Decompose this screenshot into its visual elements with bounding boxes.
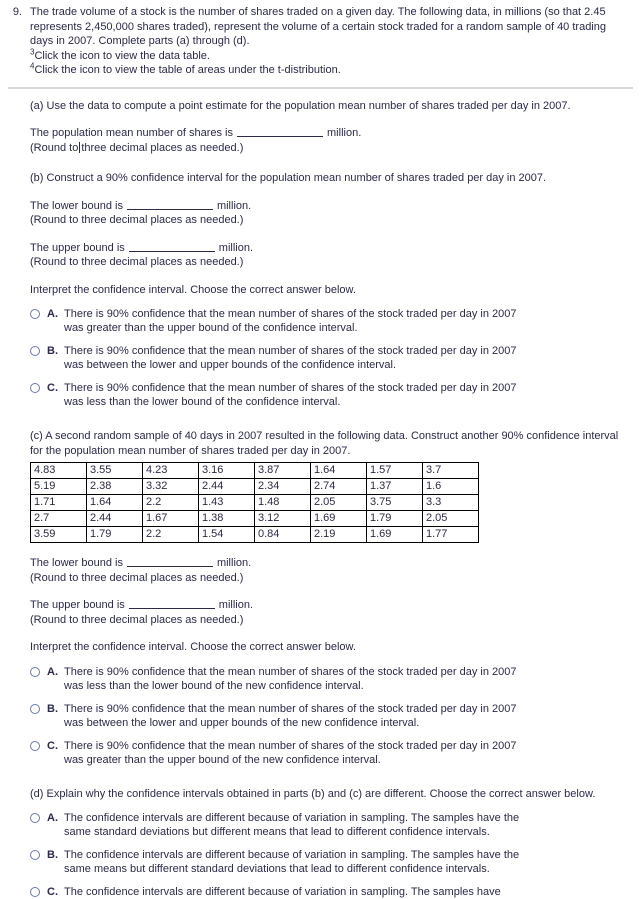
stem-line-3: days in 2007. Complete parts (a) through (d).	[30, 34, 633, 49]
part-a-answer-label: The population mean number of shares is	[30, 127, 233, 139]
part-b-choice-a[interactable]	[30, 307, 633, 335]
choice-line-1: There is 90% confidence that the mean number of shares of the stock traded per day in 2007	[64, 666, 517, 678]
table-cell: 5.19	[31, 479, 87, 495]
table-cell: 1.48	[255, 495, 311, 511]
table-cell: 2.19	[311, 527, 367, 543]
choice-line-2: was between the lower and upper bounds of the new confidence interval.	[64, 716, 633, 730]
radio-icon[interactable]	[30, 383, 40, 393]
part-b-lower-unit: million.	[217, 200, 251, 212]
choice-text	[64, 381, 633, 409]
radio-icon[interactable]	[30, 704, 40, 714]
choice-letter: A.	[47, 307, 64, 321]
part-c	[8, 429, 633, 767]
table-cell: 4.23	[143, 463, 199, 479]
part-c-choices	[30, 665, 633, 767]
table-cell: 2.44	[199, 479, 255, 495]
table-cell: 2.7	[31, 511, 87, 527]
part-c-upper-unit: million.	[219, 599, 253, 611]
table-cell: 0.84	[255, 527, 311, 543]
table-cell: 3.59	[31, 527, 87, 543]
table-cell: 2.74	[311, 479, 367, 495]
part-b-lower-input[interactable]	[127, 199, 213, 210]
choice-text	[64, 811, 633, 839]
table-cell: 1.71	[31, 495, 87, 511]
part-b-choice-b[interactable]	[30, 344, 633, 372]
part-c-lower-rounding: (Round to three decimal places as needed.)	[30, 571, 633, 586]
choice-line-2: same standard deviations but different means that lead to different confidence intervals.	[64, 825, 633, 839]
table-cell: 2.05	[423, 511, 479, 527]
table-cell: 1.57	[367, 463, 423, 479]
part-b	[8, 171, 633, 409]
table-cell: 1.43	[199, 495, 255, 511]
data-table-link-text[interactable]: Click the icon to view the data table.	[34, 50, 209, 62]
part-c-upper-label: The upper bound is	[30, 599, 125, 611]
radio-icon[interactable]	[30, 346, 40, 356]
table-cell: 2.2	[143, 495, 199, 511]
choice-line-1: The confidence intervals are different because of variation in sampling. The samples have the	[64, 812, 519, 824]
choice-letter: C.	[47, 885, 64, 899]
table-cell: 3.55	[87, 463, 143, 479]
choice-line-1: There is 90% confidence that the mean number of shares of the stock traded per day in 2007	[64, 703, 517, 715]
table-cell: 1.69	[311, 511, 367, 527]
part-b-choices	[30, 307, 633, 409]
part-c-lower-label: The lower bound is	[30, 557, 123, 569]
table-cell: 4.83	[31, 463, 87, 479]
table-cell: 1.77	[423, 527, 479, 543]
part-d-choices	[30, 811, 633, 899]
t-distribution-link-text[interactable]: Click the icon to view the table of areas under the t-distribution.	[34, 64, 340, 76]
part-d-choice-b[interactable]	[30, 848, 633, 876]
part-a-prompt: (a) Use the data to compute a point estimate for the population mean number of shares traded per day in 2007.	[30, 99, 633, 114]
choice-letter: B.	[47, 702, 64, 716]
table-cell: 1.37	[367, 479, 423, 495]
part-b-upper-line	[30, 241, 633, 256]
table-cell: 1.6	[423, 479, 479, 495]
table-cell: 1.79	[367, 511, 423, 527]
choice-letter: B.	[47, 344, 64, 358]
table-row	[31, 527, 479, 543]
radio-icon[interactable]	[30, 667, 40, 677]
radio-icon[interactable]	[30, 813, 40, 823]
part-a-rounding-before: (Round to	[30, 142, 78, 154]
choice-text	[64, 665, 633, 693]
part-b-upper-input[interactable]	[129, 241, 215, 252]
part-b-prompt: (b) Construct a 90% confidence interval for the population mean number of shares traded per day in 2007.	[30, 171, 633, 186]
question-stem	[8, 5, 633, 78]
table-row	[31, 511, 479, 527]
table-cell: 1.79	[87, 527, 143, 543]
part-d-choice-c[interactable]	[30, 885, 633, 899]
radio-icon[interactable]	[30, 741, 40, 751]
data-table-link-line[interactable]	[30, 49, 633, 64]
choice-text	[64, 702, 633, 730]
t-distribution-link-line[interactable]	[30, 63, 633, 78]
choice-line-2: was greater than the upper bound of the new confidence interval.	[64, 753, 633, 767]
part-b-upper-label: The upper bound is	[30, 242, 125, 254]
table-cell: 1.64	[311, 463, 367, 479]
table-cell: 2.34	[255, 479, 311, 495]
part-d	[8, 787, 633, 899]
table-cell: 3.87	[255, 463, 311, 479]
header-divider	[8, 87, 633, 89]
part-a-rounding-after: three decimal places as needed.)	[81, 142, 243, 154]
part-c-lower-input[interactable]	[127, 556, 213, 567]
choice-text	[64, 739, 633, 767]
part-a	[8, 99, 633, 156]
table-cell: 1.69	[367, 527, 423, 543]
part-b-choice-c[interactable]	[30, 381, 633, 409]
part-d-prompt: (d) Explain why the confidence intervals obtained in parts (b) and (c) are different. Choose the correct answer below.	[30, 787, 633, 802]
part-a-answer-unit: million.	[327, 127, 361, 139]
footnote-marker-3: 3	[30, 47, 34, 56]
choice-line-2: was between the lower and upper bounds of the confidence interval.	[64, 358, 633, 372]
part-c-interpret-prompt: Interpret the confidence interval. Choose the correct answer below.	[30, 640, 633, 655]
table-cell: 1.67	[143, 511, 199, 527]
choice-text	[64, 848, 633, 876]
choice-line-1: There is 90% confidence that the mean number of shares of the stock traded per day in 2007	[64, 740, 517, 752]
table-cell: 3.7	[423, 463, 479, 479]
choice-text	[64, 885, 633, 899]
part-c-upper-rounding: (Round to three decimal places as needed.)	[30, 613, 633, 628]
part-b-lower-rounding: (Round to three decimal places as needed.)	[30, 213, 633, 228]
part-c-choice-c[interactable]	[30, 739, 633, 767]
part-c-upper-line	[30, 598, 633, 613]
stem-line-1: The trade volume of a stock is the number of shares traded on a given day. The following data, in millions (so that 2.45	[30, 5, 633, 20]
choice-line-1: The confidence intervals are different because of variation in sampling. The samples have the	[64, 849, 519, 861]
table-cell: 3.3	[423, 495, 479, 511]
choice-letter: B.	[47, 848, 64, 862]
part-a-answer-line	[30, 126, 633, 141]
choice-letter: A.	[47, 665, 64, 679]
table-cell: 2.38	[87, 479, 143, 495]
part-c-lower-line	[30, 556, 633, 571]
choice-line-1: The confidence intervals are different because of variation in sampling. The samples have	[64, 886, 501, 898]
part-b-upper-rounding: (Round to three decimal places as needed.)	[30, 255, 633, 270]
table-cell: 3.12	[255, 511, 311, 527]
part-c-prompt-line-2: for the population mean number of shares traded per day in 2007.	[30, 444, 633, 459]
table-cell: 3.32	[143, 479, 199, 495]
choice-line-2: was less than the lower bound of the new confidence interval.	[64, 679, 633, 693]
table-cell: 2.2	[143, 527, 199, 543]
part-b-lower-line	[30, 199, 633, 214]
part-a-rounding-note	[30, 141, 633, 156]
choice-text	[64, 307, 633, 335]
choice-line-2: same means but different standard deviations that lead to different confidence intervals.	[64, 862, 633, 876]
choice-line-1: There is 90% confidence that the mean number of shares of the stock traded per day in 2007	[64, 345, 517, 357]
part-c-choice-a[interactable]	[30, 665, 633, 693]
part-c-choice-b[interactable]	[30, 702, 633, 730]
part-c-prompt-line-1: (c) A second random sample of 40 days in 2007 resulted in the following data. Construct another 90% confidence interval	[30, 429, 633, 444]
choice-line-2: was greater than the upper bound of the confidence interval.	[64, 321, 633, 335]
choice-line-2: was less than the lower bound of the confidence interval.	[64, 395, 633, 409]
part-c-upper-input[interactable]	[129, 598, 215, 609]
table-row	[31, 479, 479, 495]
table-cell: 1.54	[199, 527, 255, 543]
sample-data-table	[30, 462, 479, 543]
table-cell: 2.05	[311, 495, 367, 511]
footnote-marker-4: 4	[30, 61, 34, 70]
radio-icon[interactable]	[30, 309, 40, 319]
choice-letter: C.	[47, 739, 64, 753]
choice-text	[64, 344, 633, 372]
table-cell: 3.16	[199, 463, 255, 479]
question-number: 9.	[8, 5, 30, 20]
stem-line-2: represents 2,450,000 shares traded), represent the volume of a certain stock traded for a random sample of 40 trading	[30, 20, 633, 35]
table-cell: 1.64	[87, 495, 143, 511]
choice-letter: C.	[47, 381, 64, 395]
choice-line-1: There is 90% confidence that the mean number of shares of the stock traded per day in 2007	[64, 382, 517, 394]
radio-icon[interactable]	[30, 887, 40, 897]
table-cell: 1.38	[199, 511, 255, 527]
part-d-choice-a[interactable]	[30, 811, 633, 839]
part-b-upper-unit: million.	[219, 242, 253, 254]
part-a-answer-input[interactable]	[237, 126, 323, 137]
choice-letter: A.	[47, 811, 64, 825]
part-b-lower-label: The lower bound is	[30, 200, 123, 212]
choice-line-1: There is 90% confidence that the mean number of shares of the stock traded per day in 2007	[64, 308, 517, 320]
table-cell: 3.75	[367, 495, 423, 511]
table-row	[31, 495, 479, 511]
radio-icon[interactable]	[30, 850, 40, 860]
part-b-interpret-prompt: Interpret the confidence interval. Choose the correct answer below.	[30, 283, 633, 298]
table-row	[31, 463, 479, 479]
table-cell: 2.44	[87, 511, 143, 527]
part-c-lower-unit: million.	[217, 557, 251, 569]
